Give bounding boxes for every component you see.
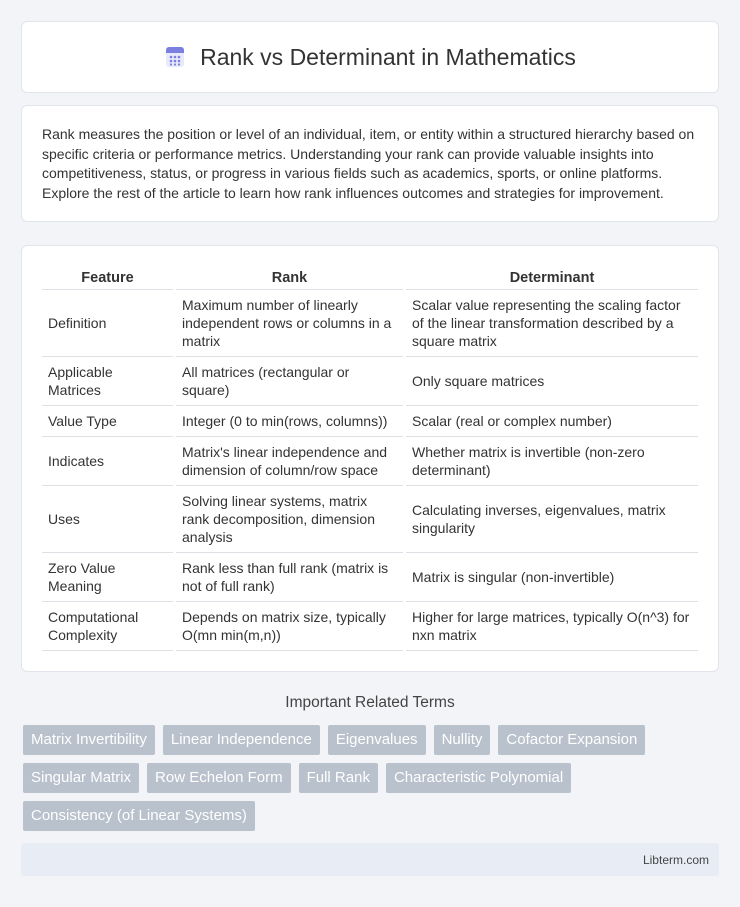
- intro-card: [21, 105, 719, 222]
- table-cell: Scalar (real or complex number): [406, 406, 698, 437]
- table-cell: Integer (0 to min(rows, columns)): [176, 406, 403, 437]
- table-cell: Uses: [42, 486, 173, 553]
- footer: [21, 843, 719, 876]
- table-row: [42, 602, 698, 651]
- table-cell: Computational Complexity: [42, 602, 173, 651]
- table-cell: Calculating inverses, eigenvalues, matrix singularity: [406, 486, 698, 553]
- table-cell: Higher for large matrices, typically O(n^3) for nxn matrix: [406, 602, 698, 651]
- table-row: [42, 486, 698, 553]
- related-term-tag[interactable]: Cofactor Expansion: [498, 725, 645, 755]
- comparison-table: [42, 266, 698, 651]
- related-term-tag[interactable]: Singular Matrix: [23, 763, 139, 793]
- title-card: [21, 21, 719, 93]
- related-term-tag[interactable]: Matrix Invertibility: [23, 725, 155, 755]
- table-cell: Rank less than full rank (matrix is not of full rank): [176, 553, 403, 602]
- related-term-tag[interactable]: Full Rank: [299, 763, 378, 793]
- table-cell: Depends on matrix size, typically O(mn min(m,n)): [176, 602, 403, 651]
- footer-site-link[interactable]: Libterm.com: [642, 852, 709, 867]
- table-row: [42, 290, 698, 357]
- table-cell: Applicable Matrices: [42, 357, 173, 406]
- table-cell: All matrices (rectangular or square): [176, 357, 403, 406]
- related-term-tag[interactable]: Row Echelon Form: [147, 763, 291, 793]
- table-row: [42, 406, 698, 437]
- table-cell: Solving linear systems, matrix rank decomposition, dimension analysis: [176, 486, 403, 553]
- table-cell: Maximum number of linearly independent rows or columns in a matrix: [176, 290, 403, 357]
- table-cell: Value Type: [42, 406, 173, 437]
- table-row: [42, 437, 698, 486]
- related-term-tag[interactable]: Linear Independence: [163, 725, 320, 755]
- related-term-tag[interactable]: Nullity: [434, 725, 491, 755]
- table-header: Determinant: [406, 266, 698, 290]
- table-cell: Indicates: [42, 437, 173, 486]
- page-title: Rank vs Determinant in Mathematics: [200, 43, 576, 70]
- related-term-tag[interactable]: Eigenvalues: [328, 725, 426, 755]
- related-term-tag[interactable]: Consistency (of Linear Systems): [23, 801, 255, 831]
- table-row: [42, 357, 698, 406]
- intro-text: Rank measures the position or level of an individual, item, or entity within a structured hierarchy based on specific criteria or performance metrics. Understanding your rank can provide valuable insights into competitiveness, status, or progress in various fields such as academics, sports, or online platforms. Explore the rest of the article to learn how rank influences outcomes and strategies for improvement.: [42, 126, 695, 201]
- calculator-icon: [164, 46, 186, 68]
- table-cell: Matrix's linear independence and dimension of column/row space: [176, 437, 403, 486]
- table-cell: Scalar value representing the scaling factor of the linear transformation described by a square matrix: [406, 290, 698, 357]
- table-header-row: [42, 266, 698, 290]
- comparison-table-card: [21, 245, 719, 672]
- table-cell: Whether matrix is invertible (non-zero determinant): [406, 437, 698, 486]
- table-header: Rank: [176, 266, 403, 290]
- related-terms-tags: [23, 725, 723, 831]
- table-cell: Zero Value Meaning: [42, 553, 173, 602]
- related-term-tag[interactable]: Characteristic Polynomial: [386, 763, 571, 793]
- table-cell: Definition: [42, 290, 173, 357]
- table-row: [42, 553, 698, 602]
- table-header: Feature: [42, 266, 173, 290]
- related-terms-title: Important Related Terms: [285, 694, 455, 711]
- table-cell: Matrix is singular (non-invertible): [406, 553, 698, 602]
- table-cell: Only square matrices: [406, 357, 698, 406]
